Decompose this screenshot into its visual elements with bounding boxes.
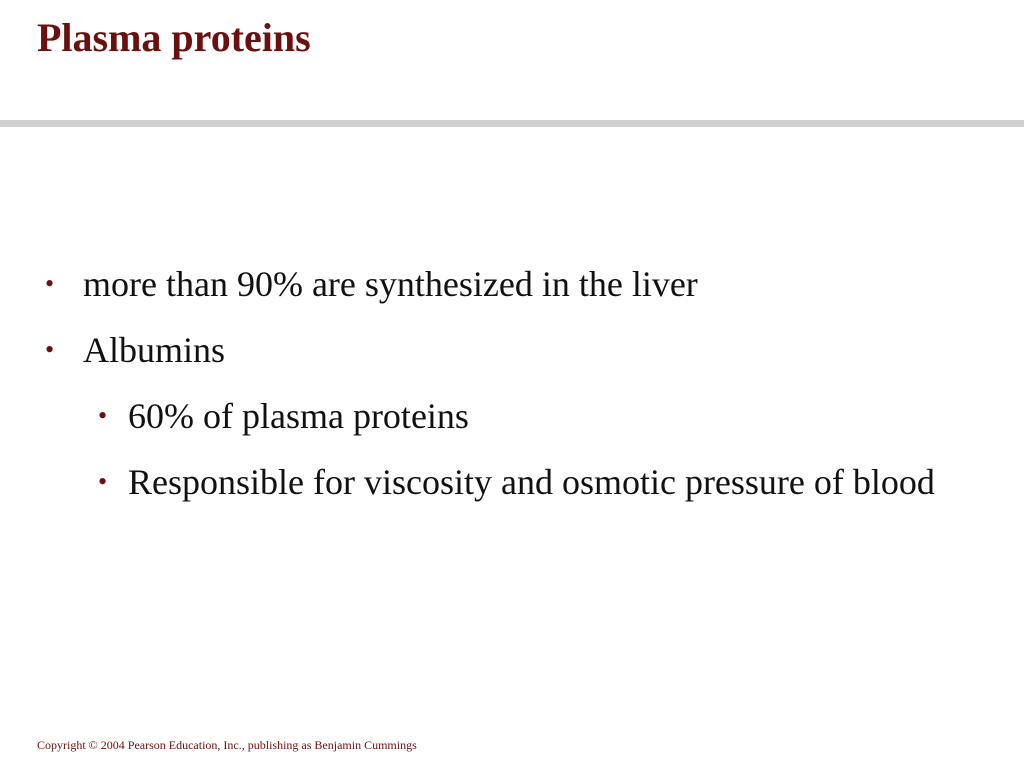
- copyright-footer: Copyright © 2004 Pearson Education, Inc., publishing as Benjamin Cummings: [37, 738, 417, 752]
- slide-title: Plasma proteins: [37, 15, 311, 60]
- sub-bullet-text: 60% of plasma proteins: [128, 396, 469, 436]
- bullet-marker: •: [45, 269, 55, 298]
- bullet-marker: •: [45, 335, 55, 364]
- sub-bullet-marker: •: [98, 467, 108, 496]
- sub-bullet-text: Responsible for viscosity and osmotic pressure of blood: [128, 462, 935, 502]
- sub-bullet-item: [98, 460, 998, 504]
- sub-bullet-item: [98, 394, 998, 438]
- sub-bullet-marker: •: [98, 401, 108, 430]
- bullet-item: [45, 262, 983, 306]
- title-divider: [0, 120, 1024, 127]
- bullet-text: Albumins: [83, 330, 226, 370]
- bullet-text: more than 90% are synthesized in the liver: [83, 264, 698, 304]
- bullet-item: [45, 328, 983, 372]
